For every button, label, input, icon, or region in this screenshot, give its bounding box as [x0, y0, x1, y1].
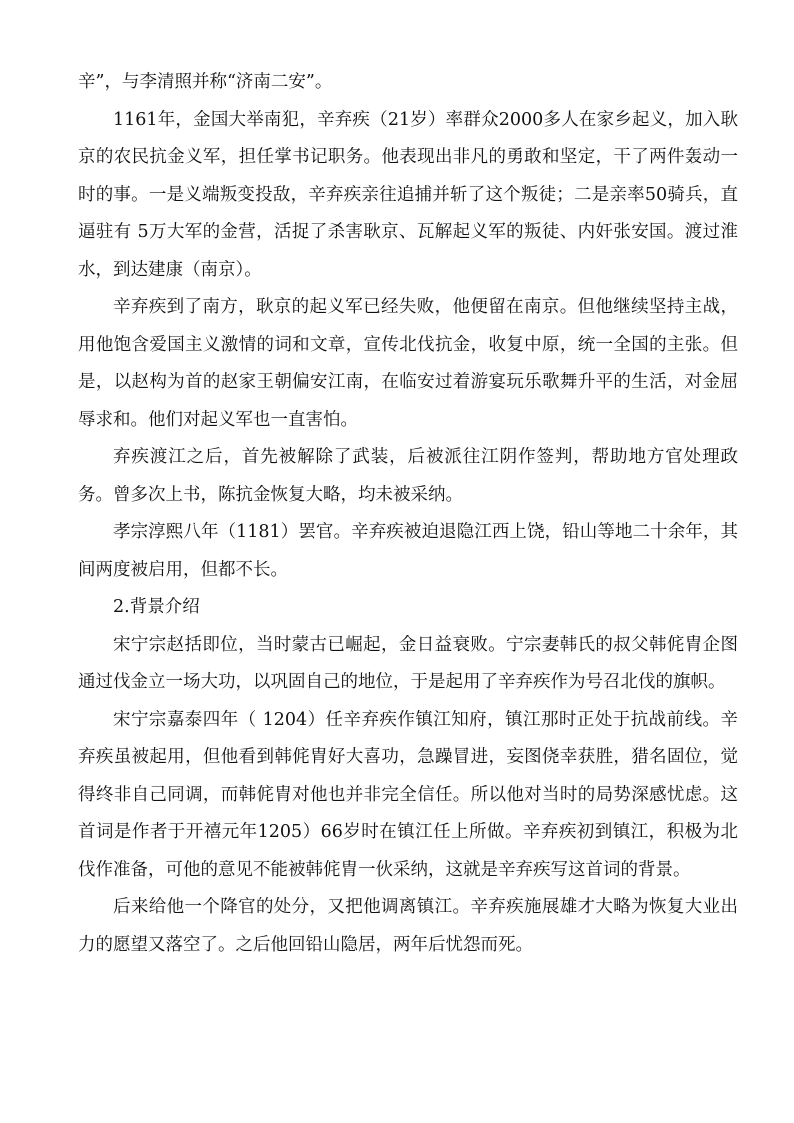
document-body [78, 64, 738, 964]
paragraph-uprising: 1161年，金国大举南犯，辛弃疾（21岁）率群众2000多人在家乡起义，加入耿京的农民抗金义军，担任掌书记职务。他表现出非凡的勇敢和坚定，干了两件轰动一时的事。一是义端叛变投敌，辛弃疾亲往追捕并斩了这个叛徒；二是亲率50骑兵，直逼驻有 5万大军的金营，活捉了杀害耿京、瓦解起义军的叛徒、内奸张安国。渡过淮水，到达建康（南京）。 [78, 109, 738, 280]
paragraph-dismissed: 孝宗淳熙八年（1181）罢官。辛弃疾被迫退隐江西上饶，铅山等地二十余年，其间两度被启用，但都不长。 [78, 522, 738, 580]
paragraph-ending: 后来给他一个降官的处分，又把他调离镇江。辛弃疾施展雄才大略为恢复大业出力的愿望又落空了。之后他回铅山隐居，两年后忧怨而死。 [78, 897, 738, 955]
paragraph-south: 辛弃疾到了南方，耿京的起义军已经失败，他便留在南京。但他继续坚持主战，用他饱含爱国主义激情的词和文章，宣传北伐抗金，收复中原，统一全国的主张。但是，以赵构为首的赵家王朝偏安江南，在临安过着游宴玩乐歌舞升平的生活，对金屈辱求和。他们对起义军也一直害怕。 [78, 297, 738, 430]
section-heading-background: 2.背景介绍 [113, 597, 200, 617]
paragraph-continuation: 辛”，与李清照并称“济南二安”。 [78, 72, 333, 92]
paragraph-disarmed: 弃疾渡江之后，首先被解除了武装，后被派往江阴作签判，帮助地方官处理政务。曾多次上书，陈抗金恢复大略，均未被采纳。 [78, 447, 738, 505]
paragraph-zhenjiang: 宋宁宗嘉泰四年（ 1204）任辛弃疾作镇江知府，镇江那时正处于抗战前线。辛弃疾虽被起用，但他看到韩侂胄好大喜功，急躁冒进，妄图侥幸获胜，猎名固位，觉得终非自己同调，而韩侂胄对他也并非完全信任。所以他对当时的局势深感忧虑。这首词是作者于开禧元年1205）66岁时在镇江任上所做。辛弃疾初到镇江，积极为北伐作准备，可他的意见不能被韩侂胄一伙采纳，这就是辛弃疾写这首词的背景。 [78, 709, 738, 880]
paragraph-ningzong: 宋宁宗赵括即位，当时蒙古已崛起，金日益衰败。宁宗妻韩氏的叔父韩侂胄企图通过伐金立一场大功，以巩固自己的地位，于是起用了辛弃疾作为号召北伐的旗帜。 [78, 634, 738, 692]
